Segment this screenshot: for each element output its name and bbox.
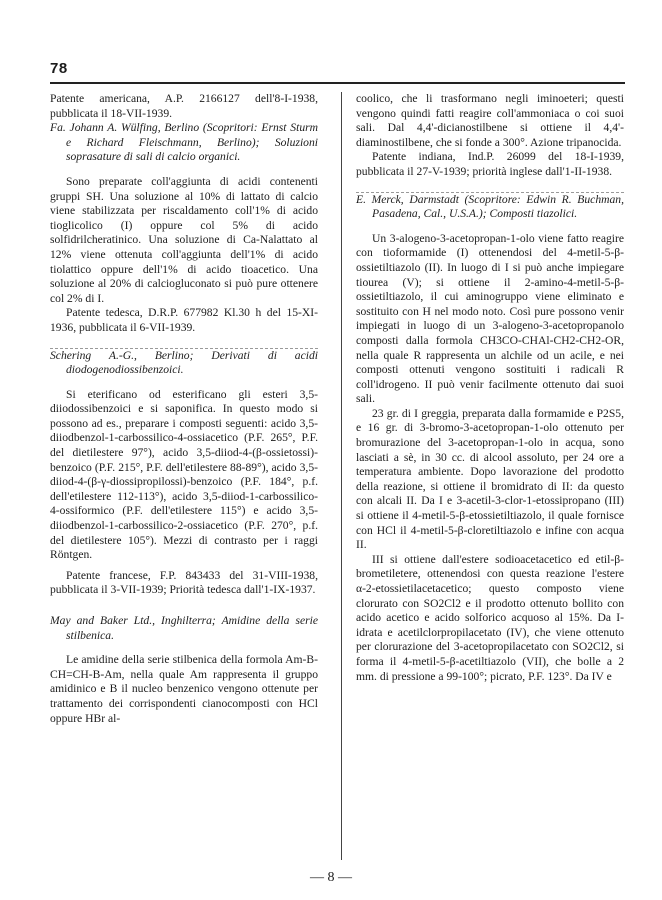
entry-body-wulfing: Sono preparate coll'aggiunta di acidi contenenti gruppi SH. Una soluzione al 10% di lattato di calcio viene stabilizzata per riscaldamento coll'1% di acido tioglicolico (I) oppure col 5% di acido solfidrilcheratinico. Una soluzione di Ca-Nalattato al 12% viene ottenuta coll'aggiunta dell'1% di acido tiolattico oppure dell'1% di acido tioacetico. Una soluzione al 20% di calciogluconato si può pure ottenere col 2% di I.	[50, 174, 318, 305]
entry-body-merck-3: III si ottiene dall'estere sodioacetacetico ed etil-β-brometiletere, ottenendosi con questa reazione l'estere α-2-etossietilacetacetico; questo composto viene clorurato con SO2Cl2 e il prodotto ottenuto bollito con acido acetico e acido solforico acquoso al 15%. Da I-idrata e acetilclorpropilacetato (IV), che viene ottenuto per clorurazione del 3-acetopropilacetato con SO2Cl2, si forma il 4-metil-5-β-acetiltiazolo (VII), che bolle a 2 mm. di pressione a 99-100°; picrato, P.F. 123°. Da IV e	[356, 552, 624, 683]
entry-body-may-baker-cont: coolico, che li trasformano negli iminoeteri; questi vengono quindi fatti reagire coll'ammoniaca o coi suoi sali. Dal 4,4'-dicianostilbene si ottiene il 4,4'-diaminostilbene, che si fonde a 300°. Azione tripanocida.	[356, 92, 624, 149]
entry-body-merck-2: 23 gr. di I greggia, preparata dalla formamide e P2S5, e 16 gr. di 3-bromo-3-acetopropan-1-olo ottenuto per bromurazione del 3-acetopropan-1-olo in acqua, sono lasciati a sè, in 30 cc. di alcool assoluto, per 24 ore a temperatura ambiente. Dopo lavorazione del prodotto della reazione, si ottiene il bromidrato di II: da questo con alcali II. Da I e 3-acetil-3-clor-1-etossipropano (III) si ottiene il 4-metil-5-β-etossietiltiazolo, il quale fornisce con HCl il 4-metil-5-β-cloretiltiazolo e infine con acqua II.	[356, 406, 624, 552]
left-patent-ref-3: Patente francese, F.P. 843433 del 31-VIII-1938, pubblicata il 3-VII-1939; Priorità tedesca dall'1-IX-1937.	[50, 568, 318, 597]
entry-heading-merck: E. Merck, Darmstadt (Scopritore: Edwin R. Buchman, Pasadena, Cal., U.S.A.); Composti tiazolici.	[356, 192, 624, 221]
entry-heading-wulfing: Fa. Johann A. Wülfing, Berlino (Scopritori: Ernst Sturm e Richard Fleischmann, Berlino); Soluzioni soprasature di sali di calcio organici.	[50, 121, 318, 164]
page-footer: — 8 —	[310, 870, 352, 885]
right-patent-ref-1: Patente indiana, Ind.P. 26099 del 18-I-1939, pubblicata il 27-V-1939; priorità inglese dall'1-II-1938.	[356, 150, 624, 178]
right-column	[356, 92, 624, 684]
entry-body-schering: Si eterificano od esterificano gli esteri 3,5-diiodossibenzoici e si saponifica. In questo modo si possono ad es., preparare i composti seguenti: acido 3,5-diiodbenzol-1-carbossilico-4-ossiacetico (P.F. 265°, P.F. del dietilestere 97°), acido 3,5-diiod-4-(β-ossietossi)-benzoico (P.F. 215°, P.F. dell'etilestere 88-89°), acido 3,5-diiod-4-(β-γ-diossipropilossi)-benzoico (P.F. 184°, p.f. dell'etilestere 112-113°), acido 3,5-diiod-1-carbossilico-4-ossiformico (P.F. dell'etilestere 115°) e acido 3,5-diiodbenzol-1-carbossilico-2-ossiacetico (P.F. 270°, p.f. del dietilestere 105°). Mezzi di contrasto per i raggi Röntgen.	[50, 387, 318, 562]
page-number: 78	[50, 60, 68, 77]
entry-heading-may-baker: May and Baker Ltd., Inghilterra; Amidine della serie stilbenica.	[50, 614, 318, 642]
left-column	[50, 92, 318, 726]
left-patent-ref-1: Patente americana, A.P. 2166127 dell'8-I-1938, pubblicata il 18-VII-1939.	[50, 92, 318, 120]
entry-heading-schering: Schering A.-G., Berlino; Derivati di acidi diodogenodiossibenzoici.	[50, 348, 318, 377]
chemical-formula: CH3CO-CHAl-CH2-CH2-OR	[480, 333, 622, 347]
column-divider	[341, 92, 342, 860]
entry-body-may-baker: Le amidine della serie stilbenica della formola Am-B-CH=CH-B-Am, nella quale Am rappresenta il gruppo amidinico e B il nucleo benzenico vengono ottenute per trattamento dei corrispondenti cianocomposti con HCl oppure HBr al-	[50, 653, 318, 725]
header-rule	[50, 82, 625, 84]
entry-body-merck: Un 3-alogeno-3-acetopropan-1-olo viene fatto reagire con tioformamide (I) ottenendosi del 4-metil-5-β-ossietiltiazolo (II). In luogo di I si può anche impiegare tiourea (V); si ottiene il 2-amino-4-metil-5-β-ossietiltiazolo, il cui aminogruppo viene eliminato e sostituito con H nel modo noto. Così pure possono venir impiegati in luogo di un 3-alogeno-3-acetopropanolo composti dalla formola CH3CO-CHAl-CH2-CH2-OR, nella quale R rappresenta un alchile od un acile, e nei composti ottenuti vengono sostituiti i radicali R coll'idrogeno. II può venir facilmente ottenuto dai suoi sali.	[356, 231, 624, 406]
left-patent-ref-2: Patente tedesca, D.R.P. 677982 Kl.30 h del 15-XI-1936, pubblicata il 6-VII-1939.	[50, 306, 318, 334]
